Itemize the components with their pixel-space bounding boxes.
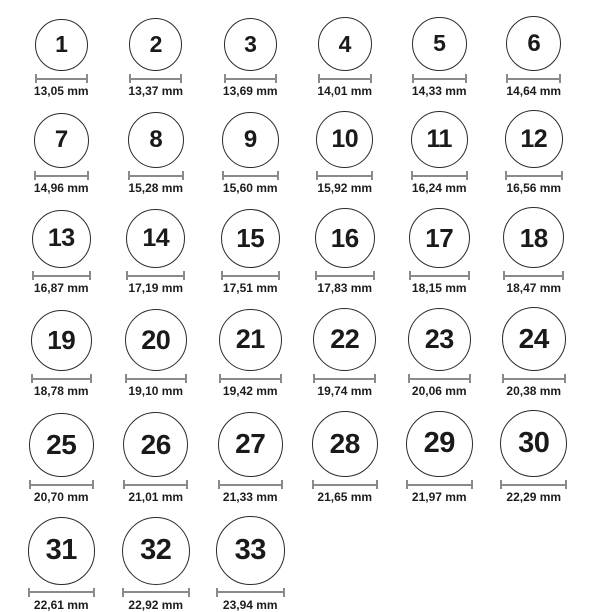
diameter-measure-line	[506, 74, 561, 83]
ring-size-number: 26	[140, 428, 171, 460]
diameter-measure-line	[35, 74, 88, 83]
diameter-measure-line	[29, 480, 94, 489]
ring-size-number: 24	[518, 323, 549, 354]
ring-size-number: 31	[45, 534, 77, 567]
diameter-measure-line	[224, 74, 278, 83]
ring-size-item	[392, 308, 487, 399]
ring-size-item	[298, 208, 393, 295]
ring-size-number: 2	[149, 31, 162, 57]
ring-size-item	[203, 516, 298, 612]
diameter-measure-line	[34, 171, 90, 180]
diameter-label: 15,92 mm	[317, 181, 373, 195]
ring-circle	[313, 308, 376, 371]
diameter-measure-line	[126, 271, 185, 280]
diameter-label: 17,19 mm	[128, 281, 184, 295]
diameter-label: 14,33 mm	[411, 84, 467, 98]
ring-size-number: 4	[338, 30, 351, 57]
diameter-measure-line	[31, 374, 93, 383]
ring-size-number: 10	[331, 125, 359, 153]
ring-row	[14, 516, 600, 612]
diameter-label: 19,42 mm	[222, 384, 278, 398]
ring-circle	[506, 16, 561, 71]
ring-circle	[31, 310, 93, 372]
diameter-label: 15,28 mm	[128, 181, 184, 195]
ring-size-item	[203, 18, 298, 99]
ring-size-number: 29	[423, 427, 455, 460]
ring-size-number: 14	[142, 224, 170, 252]
ring-circle	[312, 411, 378, 477]
ring-size-item	[392, 17, 487, 99]
diameter-label: 18,15 mm	[411, 281, 467, 295]
ring-size-number: 7	[54, 126, 68, 154]
diameter-label: 19,10 mm	[128, 384, 184, 398]
ring-circle	[408, 308, 472, 372]
ring-circle	[218, 412, 284, 478]
ring-circle	[125, 309, 187, 371]
ring-size-number: 1	[55, 31, 68, 58]
ring-size-item	[298, 111, 393, 195]
ring-circle	[128, 112, 184, 168]
ring-size-item	[487, 410, 582, 504]
ring-size-number: 3	[244, 30, 257, 57]
ring-size-item	[109, 209, 204, 295]
diameter-measure-line	[129, 74, 182, 83]
diameter-label: 13,69 mm	[222, 84, 278, 98]
ring-circle	[126, 209, 185, 268]
ring-size-item	[14, 517, 109, 612]
ring-circle	[224, 18, 278, 72]
diameter-measure-line	[318, 74, 372, 83]
ring-size-number: 20	[141, 324, 171, 355]
ring-size-number: 30	[518, 427, 550, 459]
ring-circle	[505, 110, 563, 168]
diameter-measure-line	[32, 271, 91, 280]
ring-row	[14, 307, 600, 398]
ring-size-number: 21	[235, 324, 265, 355]
ring-circle	[221, 209, 281, 269]
diameter-measure-line	[222, 171, 279, 180]
diameter-measure-line	[411, 171, 469, 180]
diameter-label: 16,56 mm	[506, 181, 562, 195]
ring-size-number: 8	[149, 126, 163, 153]
ring-circle	[500, 410, 567, 477]
ring-size-number: 17	[425, 222, 454, 253]
ring-size-item	[298, 308, 393, 398]
diameter-label: 13,05 mm	[33, 84, 89, 98]
ring-size-item	[14, 310, 109, 399]
ring-circle	[222, 112, 279, 169]
ring-size-number: 23	[424, 323, 454, 354]
ring-size-item	[203, 412, 298, 505]
ring-circle	[129, 18, 182, 71]
diameter-measure-line	[122, 588, 190, 597]
ring-circle	[32, 210, 91, 269]
ring-size-item	[14, 113, 109, 196]
diameter-label: 20,06 mm	[411, 384, 467, 398]
ring-circle	[318, 17, 372, 71]
ring-size-number: 32	[140, 534, 172, 566]
ring-size-number: 13	[47, 224, 75, 253]
ring-circle	[412, 17, 467, 72]
diameter-measure-line	[312, 480, 378, 489]
diameter-measure-line	[123, 480, 188, 489]
diameter-label: 14,01 mm	[317, 84, 373, 98]
diameter-measure-line	[219, 374, 282, 383]
ring-circle	[123, 412, 188, 477]
diameter-label: 22,92 mm	[128, 597, 184, 612]
ring-size-number: 33	[234, 533, 266, 566]
diameter-label: 14,96 mm	[33, 181, 89, 195]
ring-size-item	[487, 16, 582, 98]
diameter-label: 20,38 mm	[506, 384, 562, 398]
ring-size-number: 19	[47, 325, 76, 356]
ring-size-item	[109, 112, 204, 195]
diameter-measure-line	[221, 271, 281, 280]
ring-size-item	[487, 110, 582, 195]
diameter-label: 19,74 mm	[317, 384, 373, 398]
ring-circle	[502, 307, 566, 371]
ring-size-number: 6	[527, 29, 541, 57]
diameter-measure-line	[412, 74, 467, 83]
diameter-label: 13,37 mm	[128, 84, 184, 98]
diameter-label: 21,97 mm	[411, 490, 467, 504]
ring-size-number: 5	[433, 30, 446, 57]
ring-size-item	[203, 309, 298, 399]
diameter-measure-line	[505, 171, 563, 180]
ring-circle	[409, 208, 470, 269]
diameter-measure-line	[500, 480, 567, 489]
ring-size-item	[392, 411, 487, 505]
ring-size-item	[109, 18, 204, 98]
ring-size-number: 25	[46, 428, 77, 460]
ring-size-item	[14, 19, 109, 99]
ring-size-number: 11	[426, 124, 452, 153]
ring-row	[14, 207, 600, 295]
diameter-label: 17,83 mm	[317, 281, 373, 295]
ring-circle	[29, 413, 94, 478]
diameter-measure-line	[408, 374, 472, 383]
ring-size-number: 22	[330, 324, 360, 354]
diameter-label: 23,94 mm	[222, 597, 278, 612]
ring-size-item	[298, 411, 393, 504]
diameter-label: 20,70 mm	[33, 490, 89, 504]
ring-size-number: 18	[519, 222, 548, 253]
diameter-label: 22,61 mm	[33, 597, 89, 612]
ring-size-item	[487, 207, 582, 295]
diameter-label: 15,60 mm	[222, 181, 278, 195]
diameter-measure-line	[406, 480, 473, 489]
ring-circle	[503, 207, 564, 268]
ring-size-item	[298, 17, 393, 98]
diameter-label: 21,01 mm	[128, 490, 184, 504]
ring-circle	[216, 516, 285, 585]
ring-size-item	[487, 307, 582, 398]
ring-size-item	[109, 309, 204, 398]
ring-size-number: 15	[236, 223, 265, 254]
diameter-label: 21,65 mm	[317, 490, 373, 504]
ring-circle	[316, 111, 373, 168]
diameter-label: 14,64 mm	[506, 84, 562, 98]
ring-size-item	[109, 517, 204, 612]
ring-size-item	[109, 412, 204, 504]
ring-circle	[406, 411, 473, 478]
diameter-label: 22,29 mm	[506, 490, 562, 504]
ring-size-item	[392, 208, 487, 296]
ring-size-item	[392, 111, 487, 196]
ring-row	[14, 110, 600, 195]
ring-size-number: 12	[520, 124, 548, 153]
ring-size-number: 27	[235, 428, 266, 460]
ring-size-item	[203, 209, 298, 296]
ring-row	[14, 16, 600, 98]
ring-size-number: 9	[243, 125, 257, 153]
ring-circle	[35, 19, 88, 72]
ring-size-number: 28	[329, 428, 360, 459]
ring-circle	[315, 208, 375, 268]
diameter-measure-line	[218, 480, 284, 489]
diameter-measure-line	[315, 271, 375, 280]
diameter-measure-line	[128, 171, 184, 180]
diameter-label: 18,47 mm	[506, 281, 562, 295]
ring-size-item	[14, 413, 109, 505]
diameter-measure-line	[409, 271, 470, 280]
ring-circle	[411, 111, 469, 169]
diameter-measure-line	[503, 271, 564, 280]
diameter-label: 16,24 mm	[411, 181, 467, 195]
ring-circle	[122, 517, 190, 585]
diameter-measure-line	[125, 374, 187, 383]
diameter-measure-line	[28, 588, 96, 597]
ring-circle	[219, 309, 282, 372]
diameter-measure-line	[502, 374, 566, 383]
diameter-measure-line	[216, 588, 285, 597]
ring-size-number: 16	[330, 223, 359, 253]
diameter-label: 16,87 mm	[33, 281, 89, 295]
diameter-label: 18,78 mm	[33, 384, 89, 398]
ring-size-item	[203, 112, 298, 196]
diameter-measure-line	[313, 374, 376, 383]
diameter-label: 21,33 mm	[222, 490, 278, 504]
ring-circle	[34, 113, 90, 169]
ring-circle	[28, 517, 96, 585]
ring-size-item	[14, 210, 109, 296]
diameter-label: 17,51 mm	[222, 281, 278, 295]
ring-row	[14, 410, 600, 504]
diameter-measure-line	[316, 171, 373, 180]
